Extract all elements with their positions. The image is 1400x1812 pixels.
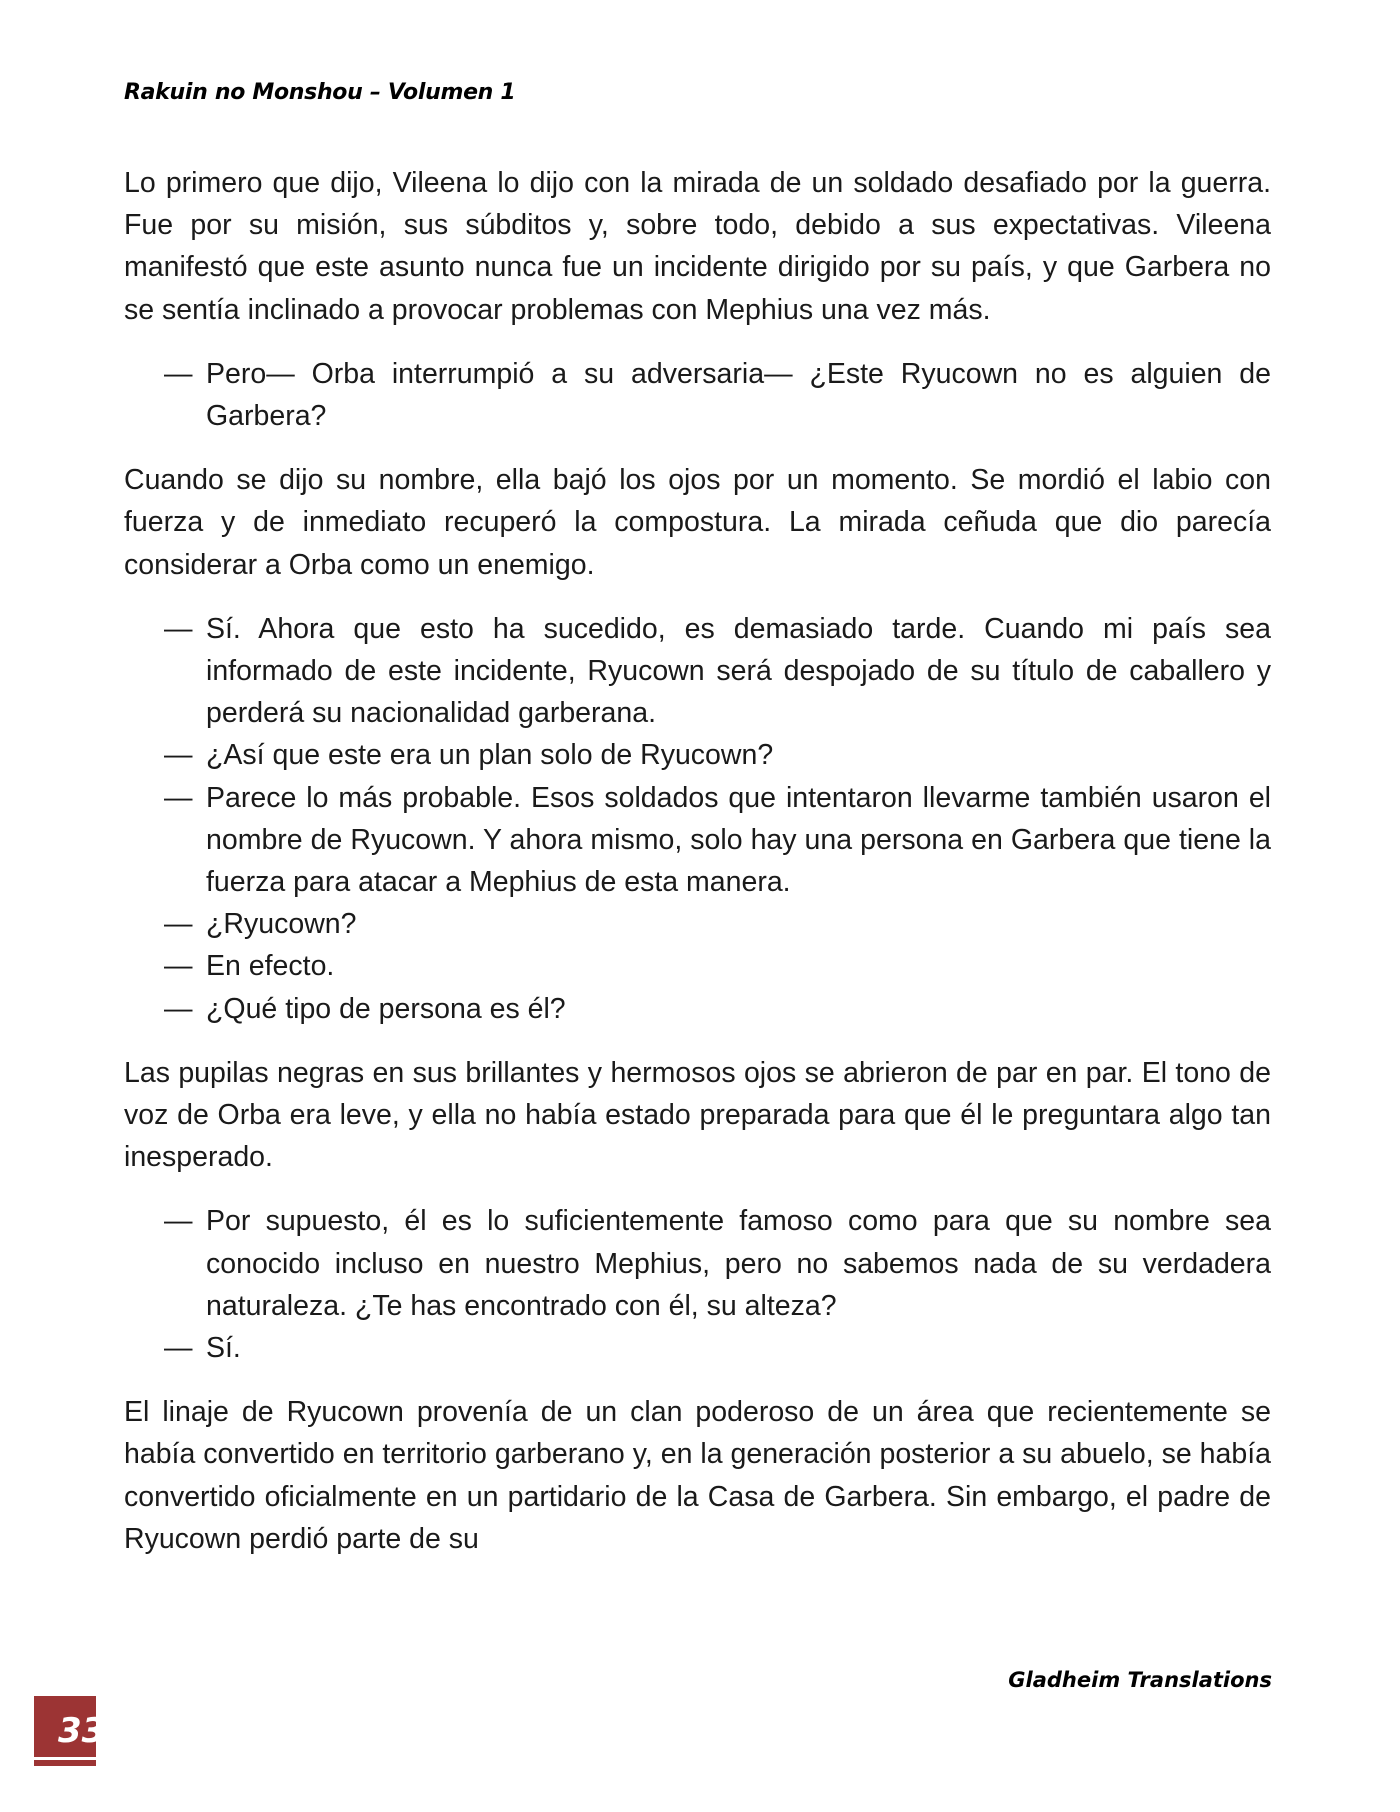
dialogue-block (124, 1200, 1271, 1369)
dialogue-dash: — (164, 357, 193, 390)
dialogue-dash: — (164, 739, 193, 772)
dialogue-dash: — (164, 908, 193, 941)
paragraph: El linaje de Ryucown provenía de un clan poderoso de un área que recientemente se había convertido en territorio garberano y, en la generación posterior a su abuelo, se había convertido oficialmente en un partidario de la Casa de Garbera. Sin embargo, el padre de Ryucown perdió parte de su (124, 1396, 1271, 1555)
dialogue-line (124, 1200, 1271, 1327)
paragraph: Las pupilas negras en sus brillantes y hermosos ojos se abrieron de par en par. El tono de voz de Orba era leve, y ella no había estado preparada para que él le preguntara algo tan inesperado. (124, 1056, 1271, 1174)
dialogue-dash: — (164, 950, 193, 983)
dialogue-line (124, 777, 1271, 904)
dialogue-line (124, 1327, 1271, 1369)
dialogue-text: Por supuesto, él es lo suficientemente famoso como para que su nombre sea conocido incluso en nuestro Mephius, pero no sabemos nada de su verdadera naturaleza. ¿Te has encontrado con él, su alteza? (206, 1205, 1271, 1322)
dialogue-line (124, 353, 1271, 437)
dialogue-dash: — (164, 781, 193, 814)
dialogue-dash: — (164, 1205, 193, 1238)
dialogue-line (124, 734, 1271, 776)
dialogue-text: ¿Ryucown? (206, 908, 357, 941)
dialogue-text: Sí. Ahora que esto ha sucedido, es demasiado tarde. Cuando mi país sea informado de este incidente, Ryucown será despojado de su título de caballero y perderá su nacionalidad garberana. (206, 612, 1271, 730)
footer-credit: Gladheim Translations (1008, 1668, 1272, 1692)
dialogue-text: Pero— Orba interrumpió a su adversaria— ¿Este Ryucown no es alguien de Garbera? (206, 357, 1271, 433)
dialogue-dash: — (164, 612, 193, 645)
dialogue-block (124, 353, 1271, 437)
page-number: 33 (58, 1711, 106, 1751)
dialogue-line (124, 903, 1271, 945)
dialogue-dash: — (164, 1332, 193, 1365)
paragraph: Cuando se dijo su nombre, ella bajó los ojos por un momento. Se mordió el labio con fuerza y de inmediato recuperó la compostura. La mirada ceñuda que dio parecía considerar a Orba como un enemigo. (124, 464, 1271, 581)
dialogue-dash: — (164, 992, 193, 1025)
dialogue-text: ¿Así que este era un plan solo de Ryucown? (206, 739, 774, 772)
dialogue-line (124, 608, 1271, 735)
page-number-underline (34, 1757, 96, 1760)
dialogue-block (124, 608, 1271, 1030)
dialogue-text: En efecto. (206, 950, 335, 983)
dialogue-text: ¿Qué tipo de persona es él? (206, 992, 566, 1025)
paragraph: Lo primero que dijo, Vileena lo dijo con la mirada de un soldado desafiado por la guerra. Fue por su misión, sus súbditos y, sobre todo, debido a sus expectativas. Vileena manifestó que este asunto nunca fue un incidente dirigido por su país, y que Garbera no se sentía inclinado a provocar problemas con Mephius una vez más. (124, 167, 1271, 326)
dialogue-text: Sí. (206, 1332, 241, 1365)
body-text (124, 162, 1271, 1560)
dialogue-line (124, 945, 1271, 987)
dialogue-line (124, 988, 1271, 1030)
page-number-badge (34, 1696, 106, 1766)
dialogue-text: Parece lo más probable. Esos soldados que intentaron llevarme también usaron el nombre de Ryucown. Y ahora mismo, solo hay una persona en Garbera que tiene la fuerza para atacar a Mephius de esta manera. (206, 781, 1271, 899)
running-header: Rakuin no Monshou – Volumen 1 (124, 80, 516, 105)
